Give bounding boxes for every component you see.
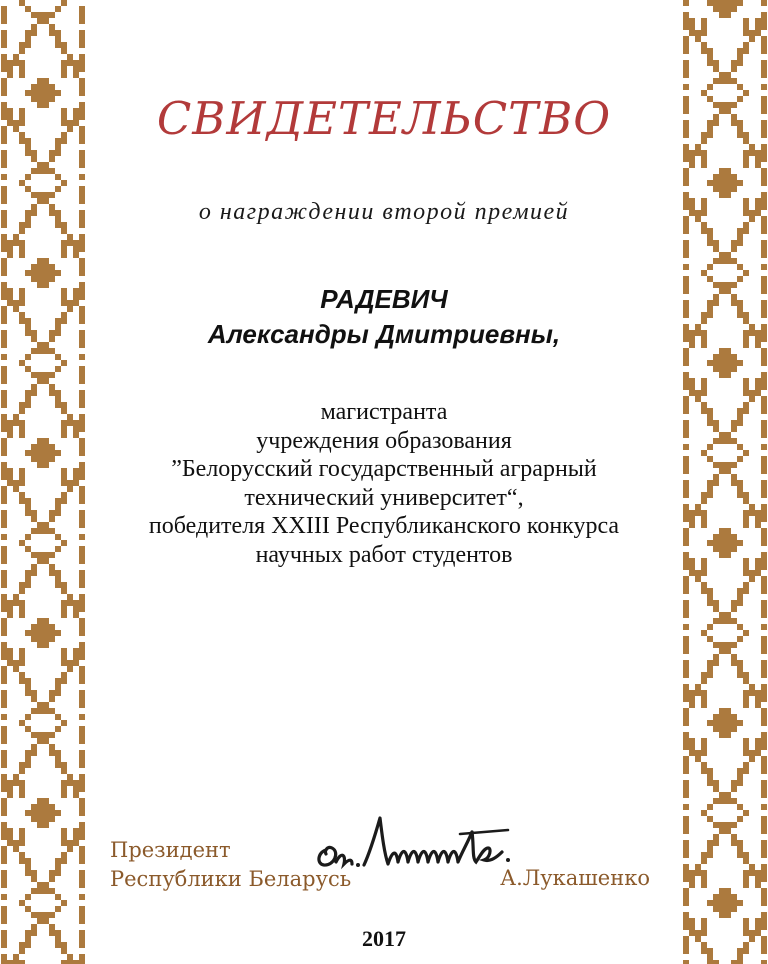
recipient-surname: РАДЕВИЧ	[320, 284, 448, 314]
award-subtitle: о награждении второй премией	[198, 199, 570, 225]
recipient-name: Александры Дмитриевны,	[207, 319, 561, 349]
certificate-title: СВИДЕТЕЛЬСТВО	[156, 92, 612, 145]
details-line: ”Белорусский государственный аграрный	[171, 456, 597, 483]
details-line: победителя XXIII Республиканского конкурса	[148, 513, 620, 540]
handwritten-signature	[312, 812, 522, 874]
details-line: учреждения образования	[256, 427, 512, 454]
signer-title-line: Президент	[110, 838, 231, 862]
signer-title-line: Республики Беларусь	[110, 867, 352, 891]
details-line: технический университет“,	[244, 484, 524, 511]
recipient-details	[100, 398, 668, 570]
signer-name: А.Лукашенко	[500, 866, 650, 890]
details-line: научных работ студентов	[255, 541, 513, 568]
details-line: магистранта	[320, 399, 448, 425]
certificate-year: 2017	[362, 926, 406, 951]
